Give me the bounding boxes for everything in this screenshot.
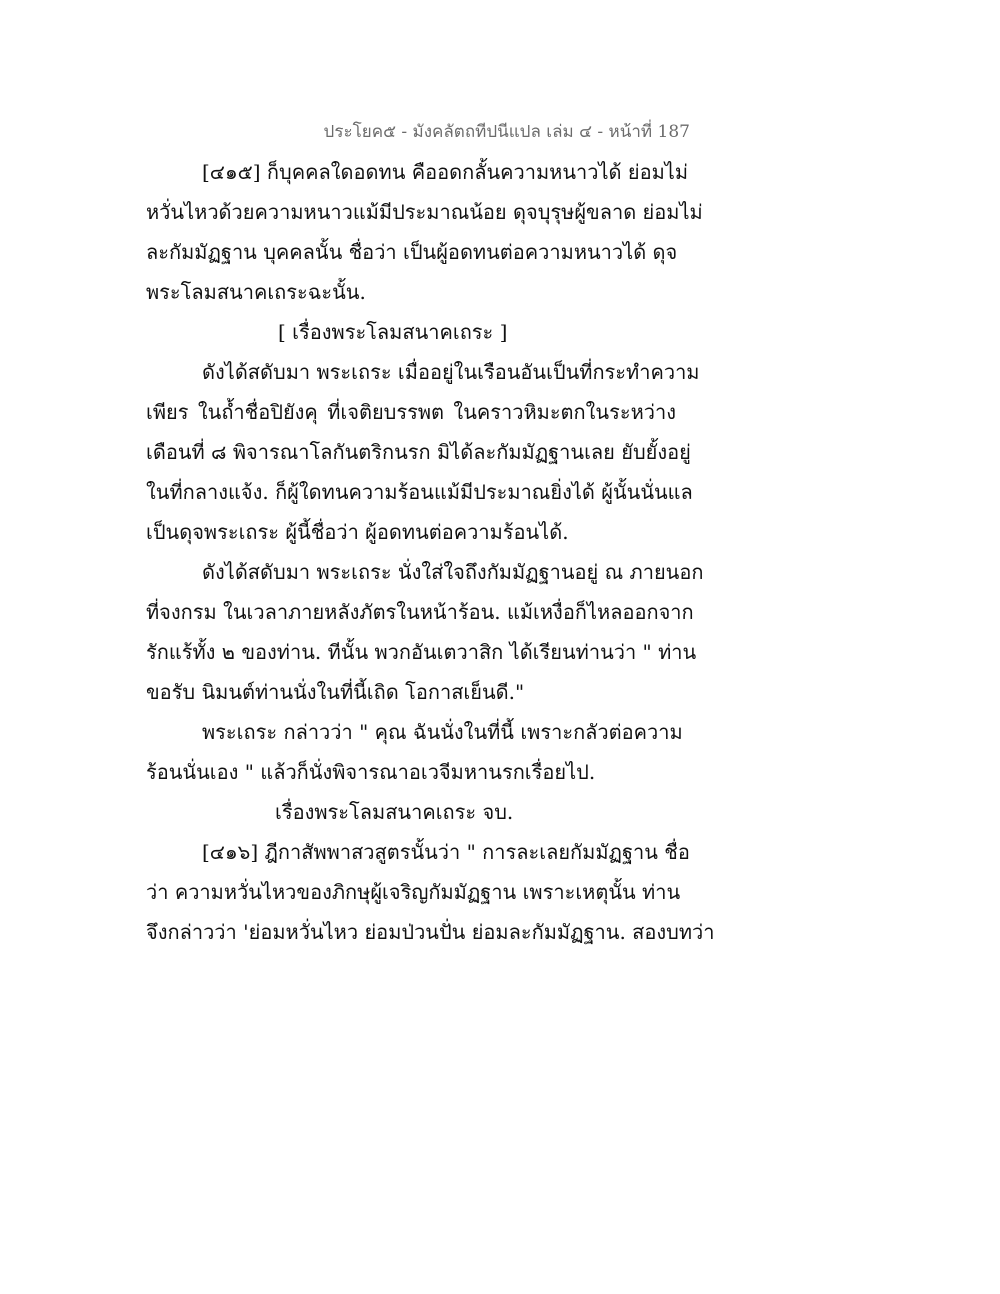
story-title: [ เรื่องพระโลมสนาคเถระ ] bbox=[278, 320, 508, 344]
page-header: ประโยค๕ - มังคลัตถทีปนีแปล เล่ม ๔ - หน้าที่ 187 bbox=[323, 122, 690, 142]
story-para-3-line-1: พระเถระ กล่าวว่า " คุณ ฉันนั่งในที่นี้ เพราะกลัวต่อความ bbox=[202, 720, 683, 744]
story-para-1-line-2: เพียร ในถ้ำชื่อปิยังคุ ที่เจติยบรรพต ในคราวหิมะตกในระหว่าง bbox=[146, 400, 676, 424]
story-end-title: เรื่องพระโลมสนาคเถระ จบ. bbox=[275, 800, 514, 824]
story-para-2-line-1: ดังได้สดับมา พระเถระ นั่งใส่ใจถึงกัมมัฏฐานอยู่ ณ ภายนอก bbox=[202, 560, 704, 584]
paragraph-415-line-2: หวั่นไหวด้วยความหนาวแม้มีประมาณน้อย ดุจบุรุษผู้ขลาด ย่อมไม่ bbox=[146, 200, 703, 224]
paragraph-415-line-3: ละกัมมัฏฐาน บุคคลนั้น ชื่อว่า เป็นผู้อดทนต่อความหนาวได้ ดุจ bbox=[146, 240, 678, 264]
story-para-1-line-1: ดังได้สดับมา พระเถระ เมื่ออยู่ในเรือนอันเป็นที่กระทำความ bbox=[202, 360, 700, 384]
story-para-1-line-5: เป็นดุจพระเถระ ผู้นี้ชื่อว่า ผู้อดทนต่อความร้อนได้. bbox=[146, 520, 569, 544]
paragraph-416-line-1: [๔๑๖] ฎีกาสัพพาสวสูตรนั้นว่า " การละเลยกัมมัฏฐาน ชื่อ bbox=[202, 840, 690, 864]
paragraph-416-line-3: จึงกล่าวว่า 'ย่อมหวั่นไหว ย่อมป่วนปั่น ย่อมละกัมมัฏฐาน. สองบทว่า bbox=[146, 920, 715, 944]
story-para-2-line-2: ที่จงกรม ในเวลาภายหลังภัตรในหน้าร้อน. แม้เหงื่อก็ไหลออกจาก bbox=[146, 600, 694, 624]
paragraph-415-line-1: [๔๑๕] ก็บุคคลใดอดทน คืออดกลั้นความหนาวได้ ย่อมไม่ bbox=[202, 160, 689, 184]
paragraph-415-line-4: พระโลมสนาคเถระฉะนั้น. bbox=[146, 280, 366, 304]
paragraph-416-line-2: ว่า ความหวั่นไหวของภิกษุผู้เจริญกัมมัฏฐาน เพราะเหตุนั้น ท่าน bbox=[146, 880, 681, 904]
story-para-1-line-4: ในที่กลางแจ้ง. ก็ผู้ใดทนความร้อนแม้มีประมาณยิ่งได้ ผู้นั้นนั่นแล bbox=[146, 480, 693, 504]
story-para-3-line-2: ร้อนนั่นเอง " แล้วก็นั่งพิจารณาอเวจีมหานรกเรื่อยไป. bbox=[146, 760, 596, 784]
story-para-2-line-3: รักแร้ทั้ง ๒ ของท่าน. ทีนั้น พวกอันเตวาสิก ได้เรียนท่านว่า " ท่าน bbox=[146, 640, 697, 664]
story-para-1-line-3: เดือนที่ ๘ พิจารณาโลกันตริกนรก มิได้ละกัมมัฏฐานเลย ยับยั้งอยู่ bbox=[146, 440, 691, 464]
story-para-2-line-4: ขอรับ นิมนต์ท่านนั่งในที่นี้เถิด โอกาสเย็นดี." bbox=[146, 680, 525, 704]
